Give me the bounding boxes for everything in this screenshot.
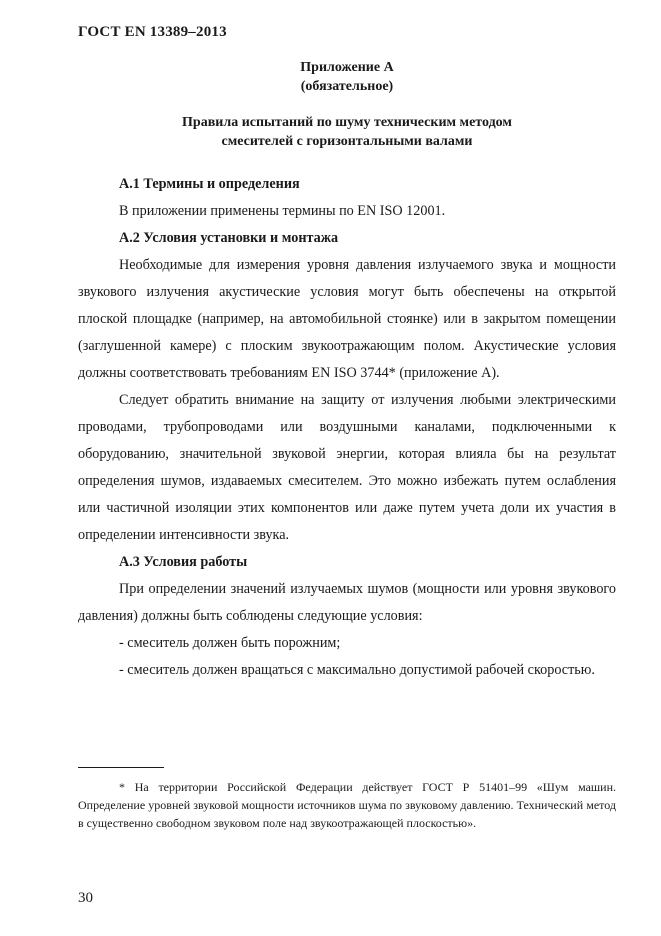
document-body [78, 171, 616, 684]
section-a1-paragraph: В приложении применены термины по EN ISO 12001. [119, 203, 446, 219]
page-number: 30 [78, 890, 93, 906]
section-a2-title: А.2 Условия установки и монтажа [119, 230, 339, 246]
footnote-divider [78, 767, 164, 768]
appendix-heading-line-2: смесителей с горизонтальными валами [221, 134, 473, 149]
section-a3-list-item-1: - смеситель должен быть порожним; [119, 635, 341, 651]
appendix-heading-line-1: Правила испытаний по шуму техническим методом [182, 115, 512, 130]
appendix-heading [78, 113, 616, 151]
appendix-title: Приложение А [300, 60, 394, 75]
section-a2-paragraph-1: Необходимые для измерения уровня давления излучаемого звука и мощности звукового излучения акустические условия могут быть обеспечены на открытой плоской площадке (например, на автомобильной стоянке) или в закрытом помещении (заглушенной камере) с плоским звукоотражающим полом. Акустические условия должны соответствовать требованиям EN ISO 3744* (приложение А). [78, 257, 616, 381]
appendix-status: (обязательное) [300, 79, 394, 94]
section-a3-list-item-2: - смеситель должен вращаться с максимально допустимой рабочей скоростью. [119, 662, 595, 678]
section-a1-title: А.1 Термины и определения [119, 176, 300, 192]
standard-code-header: ГОСТ EN 13389–2013 [78, 24, 227, 40]
appendix-title-block [78, 58, 616, 96]
section-a2-paragraph-2: Следует обратить внимание на защиту от излучения любыми электрическими проводами, трубопроводами или воздушными каналами, подключенными к оборудованию, значительной звуковой энергии, которая влияла бы на результат определения шумов, издаваемых смесителем. Это можно избежать путем ослабления или частичной изоляции этих компонентов или даже путем учета доли их участия в определении интенсивности звука. [78, 392, 616, 543]
footnote [78, 778, 616, 832]
section-a3-title: А.3 Условия работы [119, 554, 248, 570]
section-a3-paragraph: При определении значений излучаемых шумов (мощности или уровня звукового давления) должны быть соблюдены следующие условия: [78, 581, 616, 624]
footnote-text: * На территории Российской Федерации действует ГОСТ Р 51401–99 «Шум машин. Определение уровней звуковой мощности источников шума по звуковому давлению. Технический метод в существенно свободном звуковом поле над звукоотражающей плоскостью». [78, 780, 616, 830]
